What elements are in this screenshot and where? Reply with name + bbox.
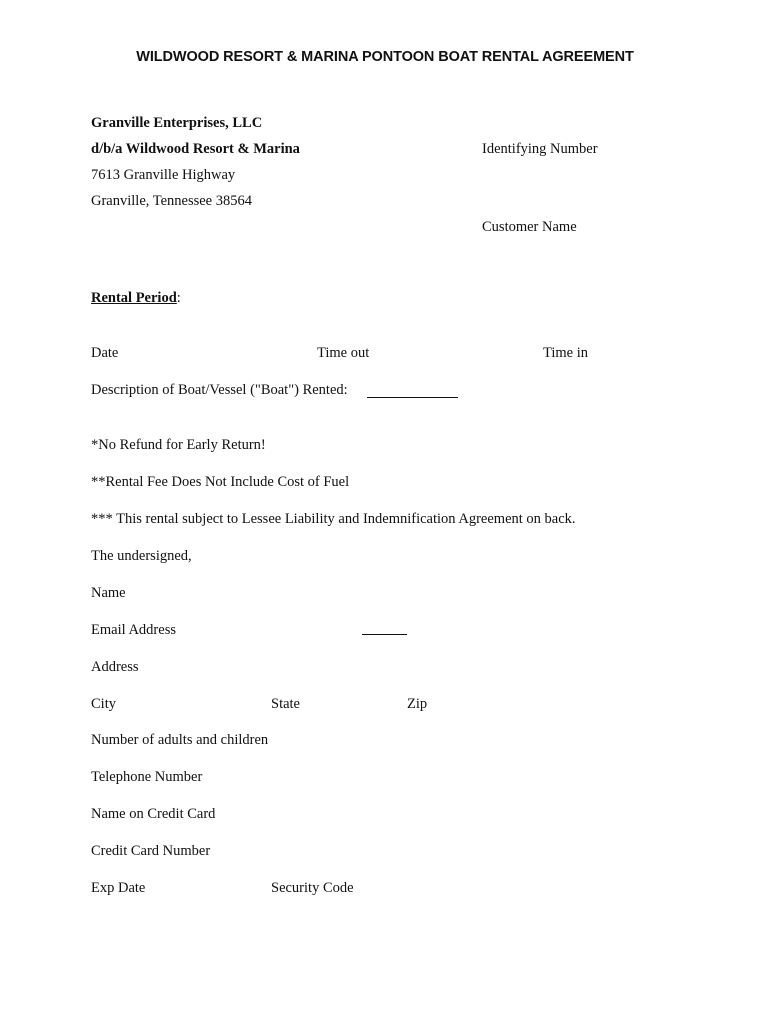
no-refund-note: *No Refund for Early Return! <box>91 437 266 453</box>
telephone-label: Telephone Number <box>91 769 203 785</box>
identifying-number-label: Identifying Number <box>482 141 598 157</box>
address-label: Address <box>91 659 139 675</box>
rental-period-heading <box>91 290 181 307</box>
customer-name-label: Customer Name <box>482 219 577 235</box>
company-name: Granville Enterprises, LLC <box>91 115 263 131</box>
city-label: City <box>91 696 116 712</box>
undersigned-label: The undersigned, <box>91 548 192 564</box>
rental-period-colon: : <box>176 290 181 306</box>
company-street: 7613 Granville Highway <box>91 167 236 183</box>
state-label: State <box>271 696 300 712</box>
name-label: Name <box>91 585 126 601</box>
company-dba: d/b/a Wildwood Resort & Marina <box>91 141 300 157</box>
rental-period-heading-text: Rental Period <box>91 290 177 306</box>
fuel-note: **Rental Fee Does Not Include Cost of Fuel <box>91 474 350 490</box>
email-label: Email Address <box>91 622 176 638</box>
company-city-state-zip: Granville, Tennessee 38564 <box>91 193 252 209</box>
liability-note: *** This rental subject to Lessee Liability and Indemnification Agreement on back. <box>91 511 576 527</box>
time-out-label: Time out <box>317 345 370 361</box>
exp-date-label: Exp Date <box>91 880 146 896</box>
security-code-label: Security Code <box>271 880 354 896</box>
card-number-label: Credit Card Number <box>91 843 211 859</box>
date-label: Date <box>91 345 119 361</box>
document-title: WILDWOOD RESORT & MARINA PONTOON BOAT RENTAL AGREEMENT <box>136 49 634 65</box>
time-in-label: Time in <box>543 345 588 361</box>
boat-description-label: Description of Boat/Vessel ("Boat") Rented: <box>91 382 348 398</box>
zip-label: Zip <box>407 696 428 712</box>
boat-description-line[interactable] <box>367 397 458 398</box>
name-on-card-label: Name on Credit Card <box>91 806 216 822</box>
email-line[interactable] <box>362 634 407 635</box>
adults-children-label: Number of adults and children <box>91 732 269 748</box>
